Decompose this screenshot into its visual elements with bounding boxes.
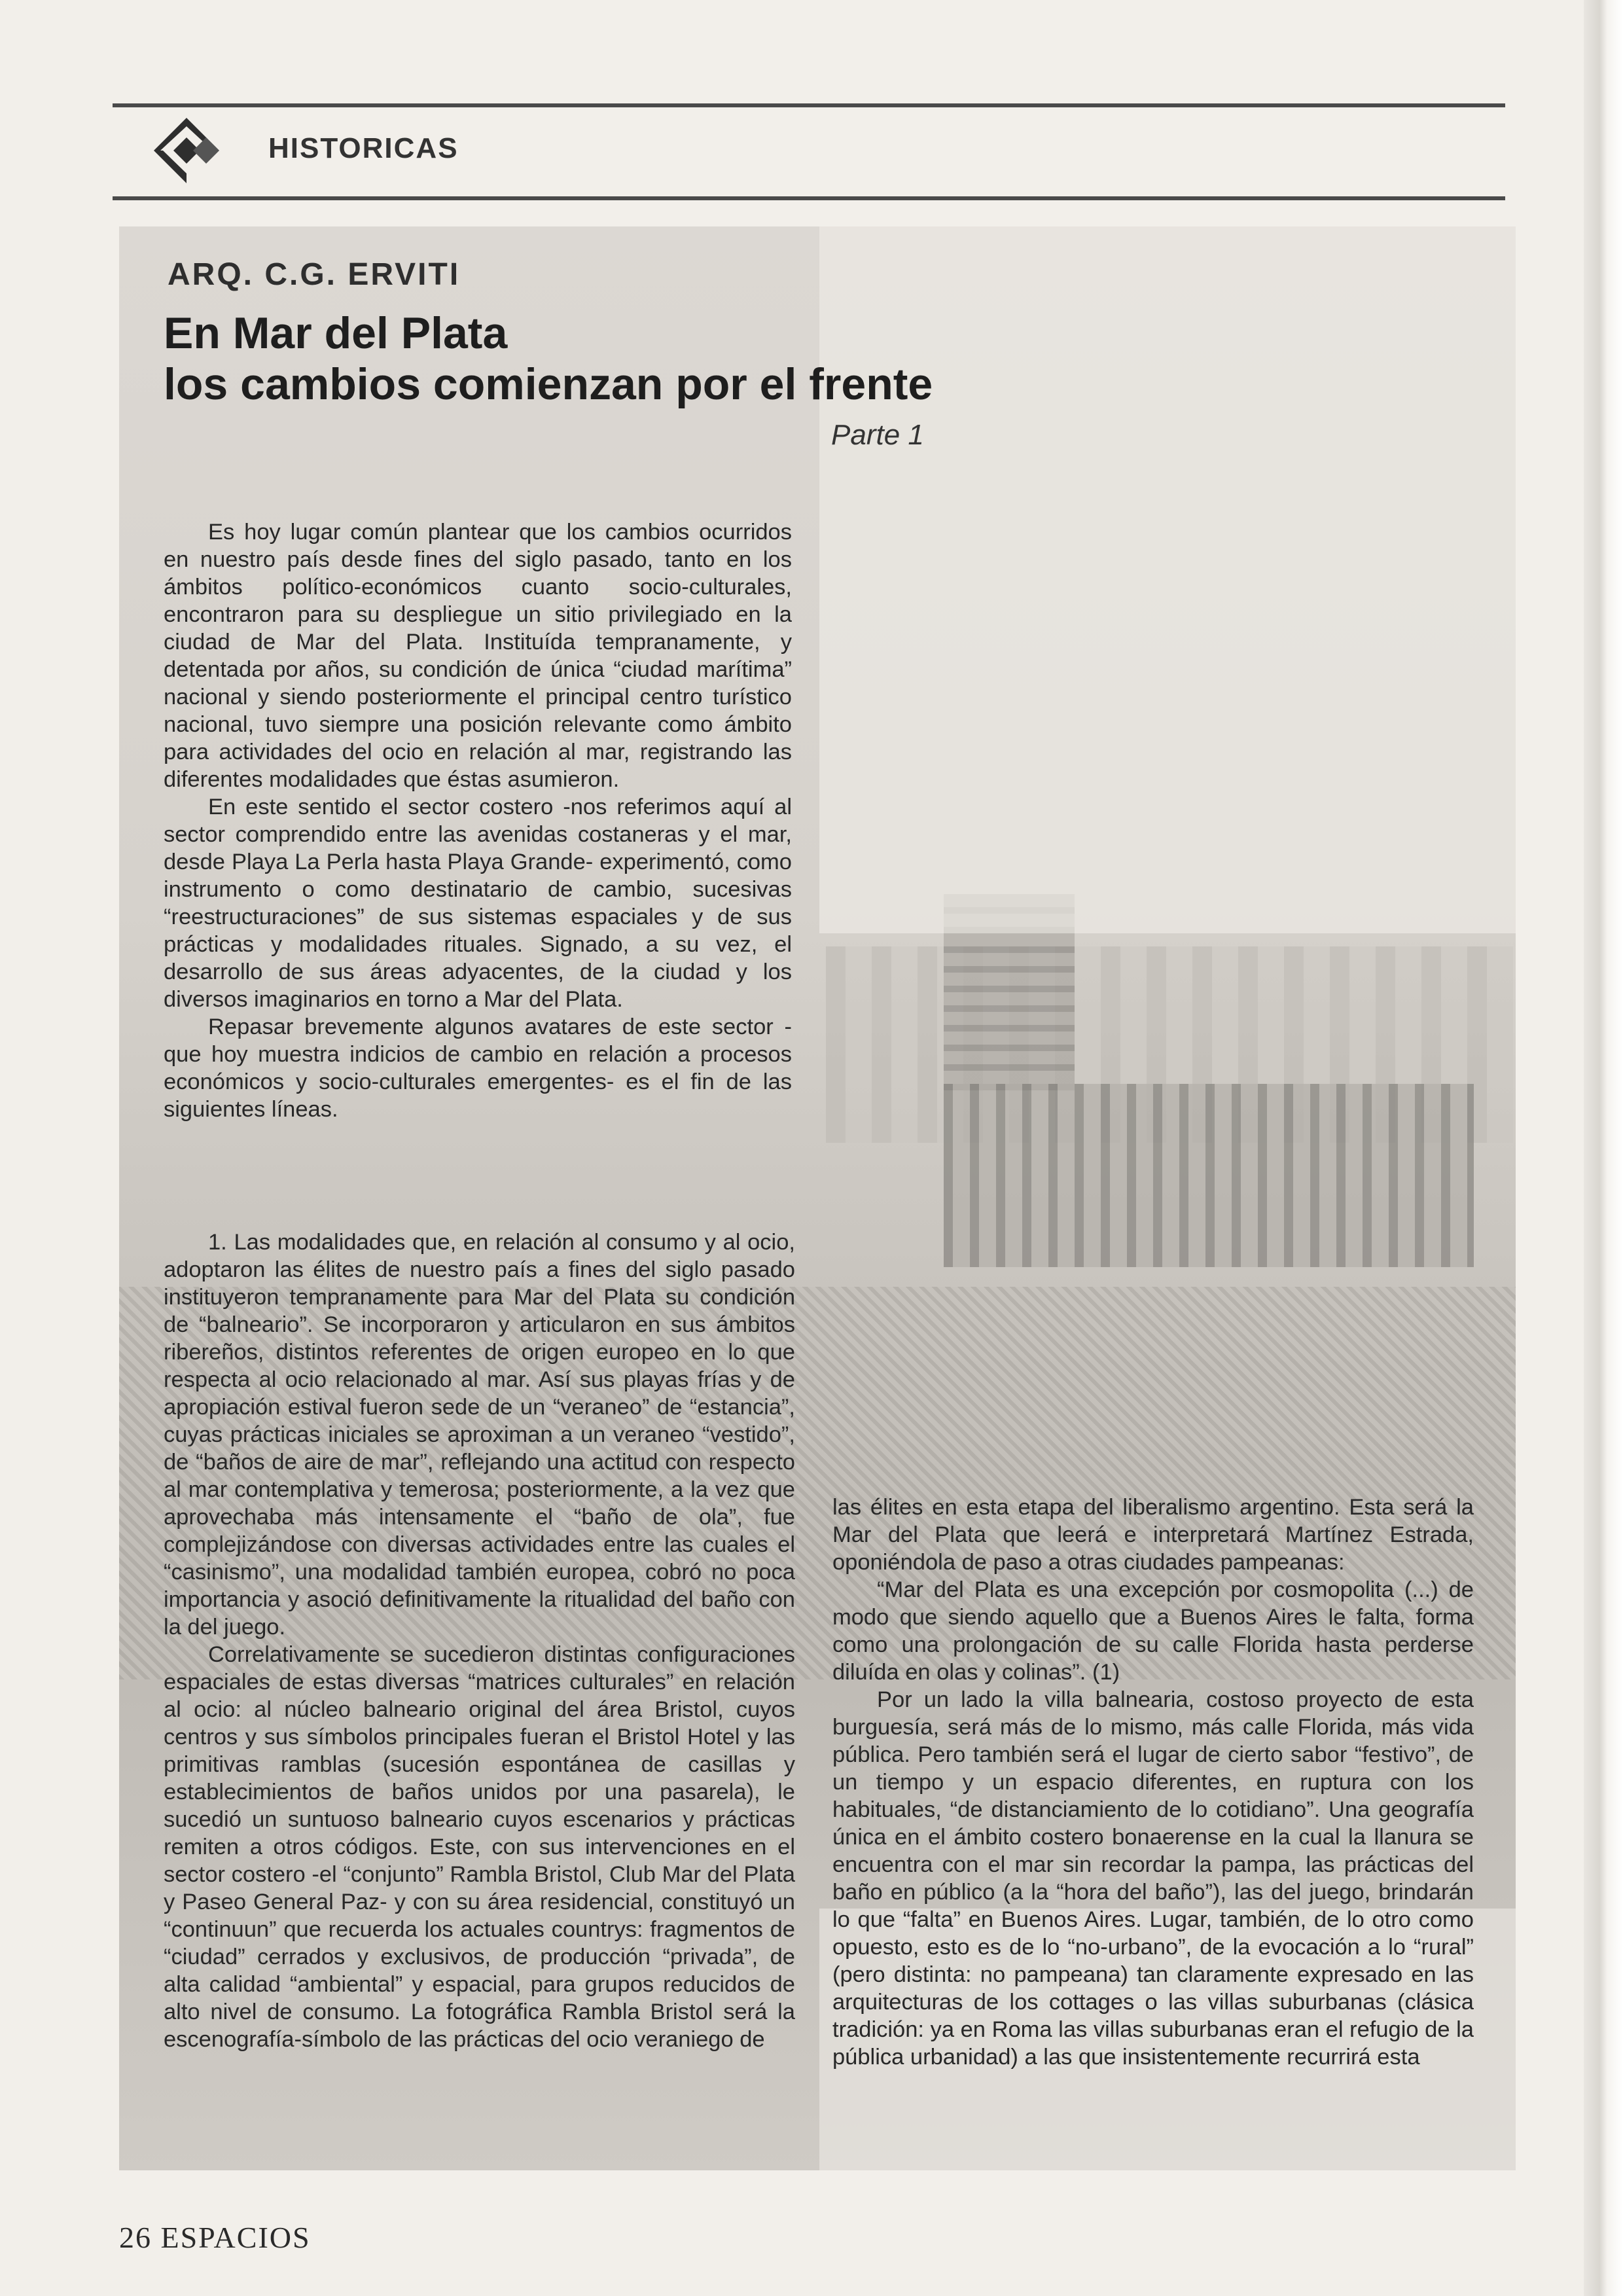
right-column: [832, 1494, 1474, 2071]
header-top-rule: [113, 103, 1505, 107]
photo-casino-building: [944, 1084, 1474, 1267]
section1-column: [164, 1229, 795, 2053]
chevron-emblem-icon: [147, 115, 226, 187]
right-quote: “Mar del Plata es una excepción por cosmopolita (...) de modo que siendo aquello que a Buenos Aires le falta, forma como una prolongación de su calle Florida hasta perderse diluída en olas y colinas”. (1): [832, 1577, 1474, 1685]
section1-paragraph-2: Correlativamente se sucedieron distintas configuraciones espaciales de estas diversas “matrices culturales” en relación al ocio: al núcleo balneario original del área Bristol, cuyos centros y sus símbolos principales fueran el Bristol Hotel y las primitivas ramblas (sucesión espontánea de casillas y establecimientos de baños unidos por una pasarela), le sucedió un suntuoso balneario cuyos escenarios y prácticas remiten a otros códigos. Este, con sus intervenciones en el sector costero -el “conjunto” Rambla Bristol, Club Mar del Plata y Paseo General Paz- y con su área residencial, constituyó un “continuun” que recuerda los actuales countrys: fragmentos de “ciudad” cerrados y exclusivos, de producción “privada”, de alta calidad “ambiental” y espacial, para grupos reducidos de alto nivel de consumo. La fotográfica Rambla Bristol será la escenografía-símbolo de las prácticas del ocio veraniego de: [164, 1642, 795, 2052]
right-paragraph-1: las élites en esta etapa del liberalismo argentino. Esta será la Mar del Plata que leerá e interpretará Martínez Estrada, oponiéndola de paso a otras ciudades pampeanas:: [832, 1495, 1474, 1575]
section-label: HISTORICAS: [268, 132, 459, 164]
article-part: Parte 1: [831, 419, 924, 451]
article-title: [164, 308, 1014, 410]
title-line-2: los cambios comienzan por el frente: [164, 359, 933, 409]
article-author: ARQ. C.G. ERVITI: [168, 257, 461, 292]
intro-paragraph-1: Es hoy lugar común plantear que los cambios ocurridos en nuestro país desde fines del siglo pasado, tanto en los ámbitos político-económicos cuanto socio-culturales, encontraron para su despliegue un sitio privilegiado en la ciudad de Mar del Plata. Instituída tempranamente, y detentada por años, su condición de única “ciudad marítima” nacional y siendo posteriormente el principal centro turístico nacional, tuvo siempre una posición relevante como ámbito para actividades del ocio en relación al mar, registrando las diferentes modalidades que éstas asumieron.: [164, 520, 792, 792]
section1-paragraph-1: 1. Las modalidades que, en relación al consumo y al ocio, adoptaron las élites de nuestro país a fines del siglo pasado instituyeron tempranamente para Mar del Plata su condición de “balneario”. Se incorporaron y articularon en sus ámbitos ribereños, distintos referentes de origen europeo en lo que respecta al ocio relacionado al mar. Así sus playas frías y de apropiación estival fueron sede de un “veraneo” de “estancia”, cuyas prácticas iniciales se aproximan a un veraneo “vestido”, de “baños de aire de mar”, reflejando una actitud con respecto al mar contemplativa y temerosa; posteriormente, a la vez que aprovechaba más intensamente el “baño de ola”, fue complejizándose con diversas actividades entre las cuales el “casinismo”, una modalidad también europea, cobró no poca importancia y asoció definitivamente la ritualidad del baño con la del juego.: [164, 1230, 795, 1640]
header-bottom-rule: [113, 196, 1505, 200]
page-footer: 26 ESPACIOS: [119, 2221, 311, 2254]
intro-paragraph-3: Repasar brevemente algunos avatares de este sector - que hoy muestra indicios de cambio en relación a procesos económicos y socio-culturales emergentes- es el fin de las siguientes líneas.: [164, 1014, 792, 1122]
intro-column: [164, 518, 792, 1123]
title-line-1: En Mar del Plata: [164, 308, 508, 358]
right-paragraph-3: Por un lado la villa balnearia, costoso proyecto de esta burguesía, será más de lo mismo, más calle Florida, más vida pública. Pero también será el lugar de cierto sabor “festivo”, de un tiempo y un espacio diferentes, en ruptura con los habituales, “de distanciamiento de lo cotidiano”. Una geografía única en el ámbito costero bonaerense en la cual la llanura se encuentra con el mar sin recordar la pampa, las prácticas del baño en público (a la “hora del baño”), las del juego, brindarán lo que “falta” en Buenos Aires. Lugar, también, de lo otro como opuesto, esto es de lo “no-urbano”, de la evocación a lo “rural” (pero distinta: no pampeana) tan claramente expresado en las arquitecturas de los cottages o las villas suburbanas (clásica tradición: ya en Roma las villas suburbanas eran el refugio de la pública urbanidad) a las que insistentemente recurrirá esta: [832, 1687, 1474, 2070]
page-binding-edge: [1584, 0, 1623, 2296]
intro-paragraph-2: En este sentido el sector costero -nos referimos aquí al sector comprendido entre las avenidas costaneras y el mar, desde Playa La Perla hasta Playa Grande- experimentó, como instrumento o como destinatario de cambio, sucesivas “reestructuraciones” de sus sistemas espaciales y de sus prácticas y modalidades rituales. Signado, a su vez, el desarrollo de sus áreas adyacentes, de la ciudad y los diversos imaginarios en torno a Mar del Plata.: [164, 795, 792, 1012]
